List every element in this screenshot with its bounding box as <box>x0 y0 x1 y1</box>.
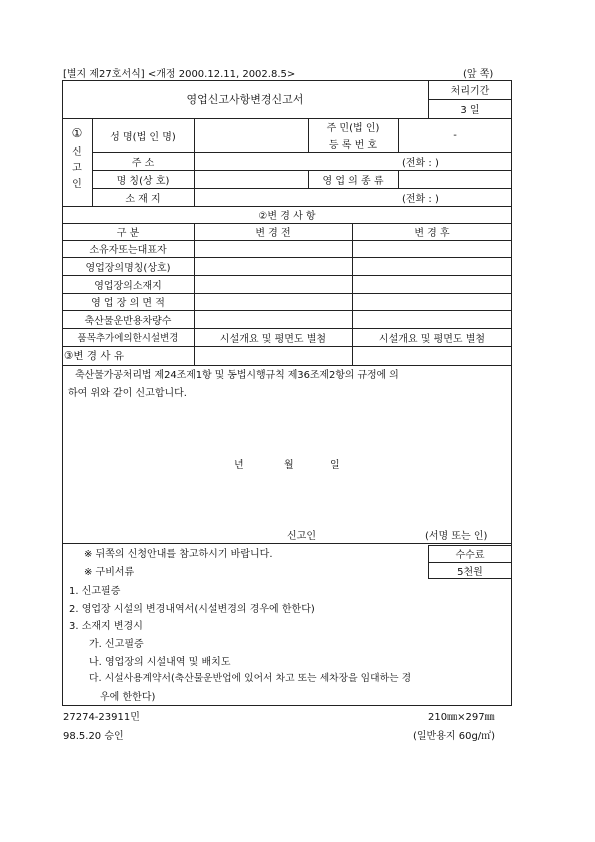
processing-period-label: 처리기간 <box>450 86 490 97</box>
name-label: 성 명(법 인 명) <box>110 131 176 143</box>
doc-sub-item: 나. 영업장의 시설내역 및 배치도 <box>89 657 231 668</box>
changes-col-category: 구 분 <box>116 228 140 239</box>
date-year: 년 <box>234 460 244 471</box>
change-reason-label: ③변 경 사 유 <box>64 350 124 362</box>
fee-value: 5천원 <box>457 567 483 578</box>
changes-section-title: ②변 경 사 항 <box>258 211 316 222</box>
applicant-label-char-3: 인 <box>72 178 82 190</box>
business-type-label: 영 업 의 종 류 <box>322 175 384 187</box>
changes-col-after: 변 경 후 <box>414 228 450 239</box>
paper-type: (일반용지 60g/㎡) <box>413 731 496 742</box>
signer-label: 신고인 <box>287 531 316 542</box>
form-header-left: [별지 제27호서식] <개정 2000.12.11, 2002.8.5> <box>63 69 296 80</box>
change-row-label: 영업장의명칭(상호) <box>85 262 171 274</box>
location-label: 소 재 지 <box>125 193 161 205</box>
business-name-label: 명 칭(상 호) <box>116 175 170 187</box>
change-row-before: 시설개요 및 평면도 별첨 <box>219 333 327 345</box>
change-row-label: 품목추가에의한시설변경 <box>77 333 179 344</box>
id-number-field[interactable]: - <box>453 129 457 141</box>
date-day: 일 <box>330 460 340 471</box>
address-label: 주 소 <box>131 157 155 169</box>
approval-date: 98.5.20 승인 <box>63 731 124 742</box>
paper-size: 210㎜×297㎜ <box>428 712 495 723</box>
change-row-label: 영 업 장 의 면 적 <box>91 298 165 309</box>
docs-title: ※ 구비서류 <box>84 567 135 578</box>
change-row-after: 시설개요 및 평면도 별첨 <box>378 333 486 345</box>
form-header-right: (앞 쪽) <box>463 69 494 80</box>
location-phone-label: (전화 : ) <box>402 193 439 205</box>
declaration-line-2: 하여 위와 같이 신고합니다. <box>68 388 187 399</box>
date-month: 월 <box>284 460 294 471</box>
fee-label: 수수료 <box>455 550 485 561</box>
doc-item: 1. 신고필증 <box>69 586 121 597</box>
change-row-label: 소유자또는대표자 <box>89 245 167 256</box>
name-field[interactable] <box>194 118 308 152</box>
signature-note: (서명 또는 인) <box>425 531 488 542</box>
form-title: 영업신고사항변경신고서 <box>186 93 304 106</box>
id-number-label-1: 주 민(법 인) <box>326 123 380 134</box>
doc-sub-item-continuation: 우에 한한다) <box>100 692 156 703</box>
doc-sub-item: 다. 시설사용계약서(축산물운반업에 있어서 차고 또는 세차장을 임대하는 경 <box>89 673 412 684</box>
processing-period-value: 3 일 <box>460 105 480 116</box>
doc-item: 3. 소재지 변경시 <box>69 621 143 632</box>
form-code: 27274-23911민 <box>63 712 140 723</box>
declaration-line-1: 축산물가공처리법 제24조제1항 및 동법시행규칙 제36조제2항의 규정에 의 <box>75 370 399 381</box>
applicant-label-char-1: 신 <box>72 146 82 158</box>
change-row-label: 축산물운반용차량수 <box>84 315 172 327</box>
changes-col-before: 변 경 전 <box>255 228 291 239</box>
id-number-label-2: 등 록 번 호 <box>328 140 378 151</box>
applicant-label-char-2: 고 <box>72 162 82 174</box>
doc-sub-item: 가. 신고필증 <box>89 639 144 650</box>
change-row-label: 영업장의소재지 <box>94 280 162 292</box>
doc-item: 2. 영업장 시설의 변경내역서(시설변경의 경우에 한한다) <box>69 604 315 615</box>
refer-note: ※ 뒤쪽의 신청안내를 참고하시기 바랍니다. <box>84 549 273 560</box>
applicant-section-number: ① <box>71 126 83 140</box>
address-phone-label: (전화 : ) <box>402 157 439 169</box>
